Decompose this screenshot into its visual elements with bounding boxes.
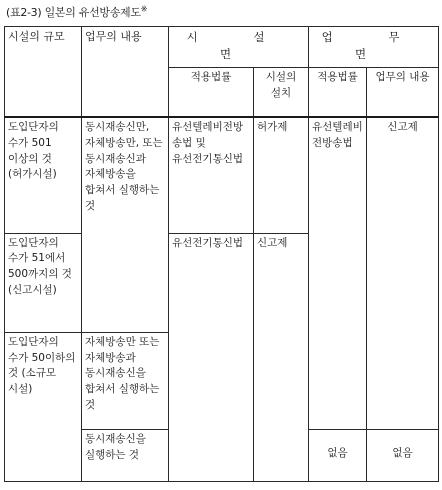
header-scale: 시설의 규모 — [5, 27, 82, 118]
broadcast-system-table — [4, 26, 439, 482]
facility-law-other: 유선전기통신법 — [169, 233, 254, 481]
header-row-top — [5, 27, 439, 68]
row-large — [5, 117, 439, 233]
business-law-none — [309, 430, 367, 482]
header-facility-law: 적용법률 — [169, 67, 254, 117]
caption-text: (표2-3) 일본의 유선방송제도 — [6, 6, 141, 19]
business-content-none — [367, 430, 439, 482]
facility-setup-other: 신고제 — [254, 233, 309, 481]
task-own-or-mixed: 자체방송만 또는 자체방송과 동시재송신을 합쳐서 실행하는 것 — [82, 332, 169, 429]
facility-setup-large: 허가제 — [254, 117, 309, 233]
business-law-main: 유선텔레비전방송법 — [309, 117, 367, 430]
header-facility-setup: 시설의 설치 — [254, 67, 309, 117]
scale-small: 도입단자의 수가 50이하의 것 (소규모 시설) — [5, 332, 82, 481]
task-simul-or-own: 동시재송신만, 자체방송만, 또는 동시재송신과 자체방송을 합쳐서 실행하는 것 — [82, 117, 169, 332]
scale-large: 도입단자의 수가 501 이상의 것 (허가시설) — [5, 117, 82, 233]
header-business-content: 업무의 내용 — [367, 67, 439, 117]
task-simul-only: 동시재송신을 실행하는 것 — [82, 430, 169, 482]
business-content-none-text: 없음 — [392, 447, 413, 460]
table-caption — [6, 4, 147, 20]
caption-mark: ※ — [140, 4, 148, 14]
scale-medium: 도입단자의 수가 51에서 500까지의 것 (신고시설) — [5, 233, 82, 332]
business-content-main: 신고제 — [367, 117, 439, 430]
header-business-law: 적용법률 — [309, 67, 367, 117]
header-business-group: 업 무 면 — [309, 27, 439, 68]
facility-law-large: 유선텔레비전방송법 및 유선전기통신법 — [169, 117, 254, 233]
header-task: 업무의 내용 — [82, 27, 169, 118]
business-law-none-text: 없음 — [327, 447, 348, 460]
header-facility-group: 시 설 면 — [169, 27, 309, 68]
